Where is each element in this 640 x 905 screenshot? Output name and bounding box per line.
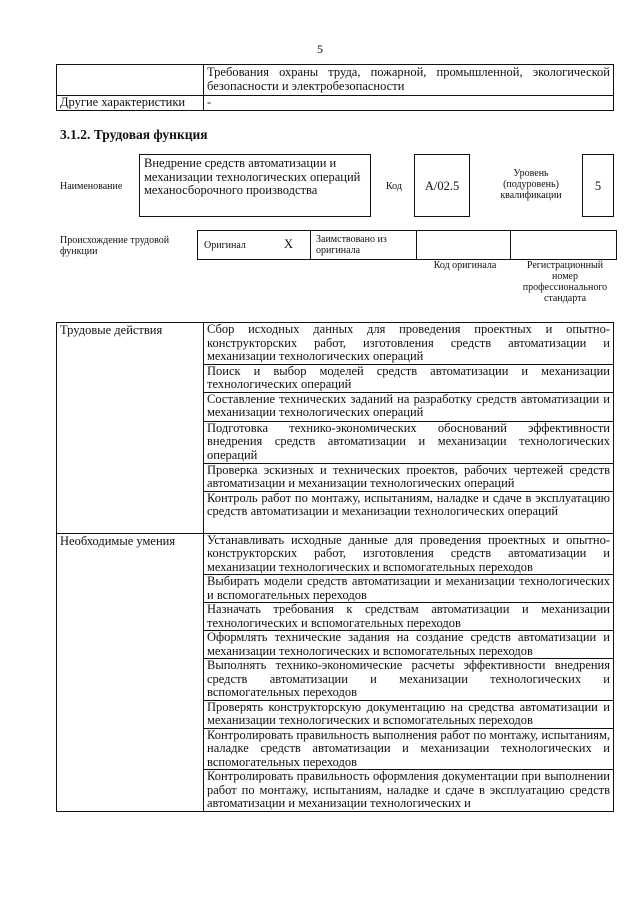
list-item: Выбирать модели средств автоматизации и механизации технологических и вспомогательных переходов [204, 575, 614, 603]
function-name-value: Внедрение средств автоматизации и механизации технологических операций механосборочного производства [144, 156, 361, 197]
top-table-value: Требования охраны труда, пожарной, промышленной, экологической безопасности и электробезопасности [204, 65, 614, 96]
list-item: Поиск и выбор моделей средств автоматизации и механизации технологических операций [204, 364, 614, 392]
list-item: Назначать требования к средствам автоматизации и механизации технологических и вспомогательных переходов [204, 603, 614, 631]
list-item: Выполнять технико-экономические расчеты эффективности внедрения средств автоматизации и механизации технологических и вспомогательных переходов [204, 659, 614, 701]
function-name-box [139, 154, 371, 217]
origin-divider [416, 231, 417, 259]
table-row [57, 533, 614, 575]
borrowed-label: Заимствовано из оригинала [316, 234, 387, 256]
level-label: Уровень (подуровень) квалификации [500, 168, 562, 201]
level-value-box [582, 154, 614, 217]
list-item: Контроль работ по монтажу, испытаниям, наладке и сдаче в эксплуатацию средств автоматизации и механизации технологических операций [204, 491, 614, 533]
table-row [57, 323, 614, 365]
list-item: Подготовка технико-экономических обоснований эффективности внедрения средств автоматизации и механизации технологических операций [204, 421, 614, 463]
origin-label: Происхождение трудовой функции [60, 235, 170, 257]
origin-divider [510, 231, 511, 259]
original-mark: X [284, 237, 294, 251]
list-item: Контролировать правильность выполнения работ по монтажу, испытаниям, наладке средств автоматизации и механизации технологических и вспомогательных переходов [204, 728, 614, 770]
code-value-box [414, 154, 470, 217]
origin-row [197, 230, 617, 260]
list-item: Устанавливать исходные данные для проведения проектных и опытно-конструкторских работ, изготовления средств автоматизации и механизации технологических и вспомогательных переходов [204, 533, 614, 575]
table-row [57, 96, 614, 111]
list-item: Контролировать правильность оформления документации при выполнении работ по монтажу, испытаниям, наладке и сдаче в эксплуатацию средств автоматизации и механизации технологических и [204, 770, 614, 812]
origin-divider [310, 231, 311, 259]
group-label: Трудовые действия [57, 323, 204, 534]
reg-number-caption: Регистрационный номер профессионального стандарта [522, 260, 608, 304]
group-label: Необходимые умения [57, 533, 204, 811]
section-title: 3.1.2. Трудовая функция [60, 127, 208, 142]
code-value: А/02.5 [424, 179, 460, 193]
table-row [57, 65, 614, 96]
list-item: Составление технических заданий на разработку средств автоматизации и механизации технологических операций [204, 392, 614, 421]
list-item: Оформлять технические задания на создание средств автоматизации и механизации технологических и вспомогательных переходов [204, 631, 614, 659]
list-item: Сбор исходных данных для проведения проектных и опытно-конструкторских работ, изготовления средств автоматизации и механизации технологических операций [204, 323, 614, 365]
top-table [56, 64, 614, 111]
page-number: 5 [317, 42, 323, 56]
code-original-caption: Код оригинала [433, 260, 497, 271]
list-item: Проверка эскизных и технических проектов, рабочих чертежей средств автоматизации и механизации технологических операций [204, 463, 614, 491]
code-label: Код [386, 181, 402, 192]
list-item: Проверять конструкторскую документацию на средства автоматизации и механизации технологических и вспомогательных переходов [204, 700, 614, 728]
main-table [56, 322, 614, 812]
top-table-label [57, 65, 204, 96]
original-label: Оригинал [204, 240, 246, 251]
name-label: Наименование [60, 181, 123, 192]
top-table-value: - [204, 96, 614, 111]
level-value: 5 [594, 179, 602, 193]
top-table-label: Другие характеристики [57, 96, 204, 111]
